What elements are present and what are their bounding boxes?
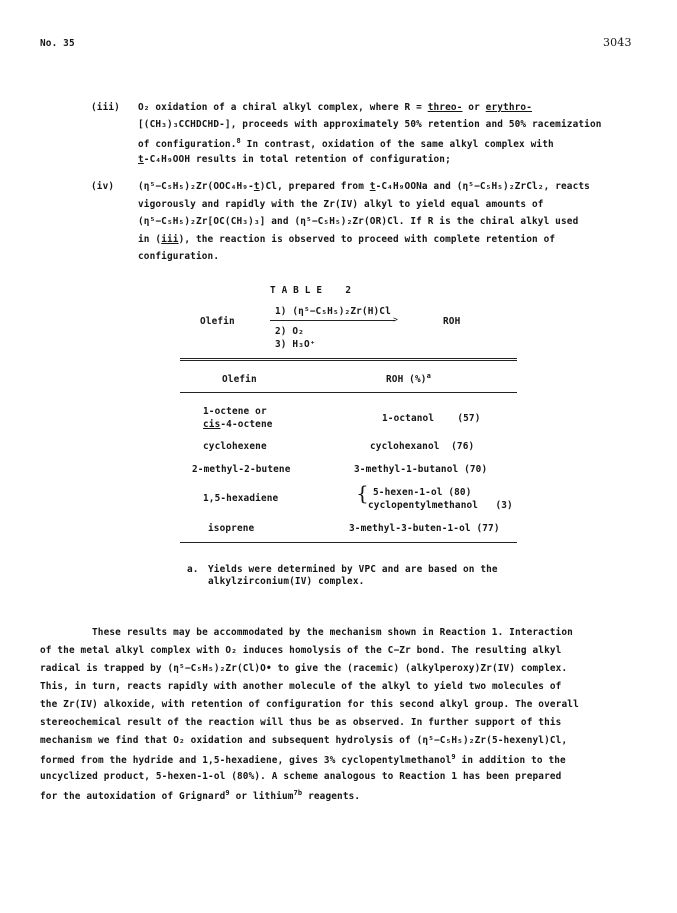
roh-cell: 3-methyl-1-butanol (70) (354, 464, 488, 475)
item-iii-line-1: O₂ oxidation of a chiral alkyl complex, where R = threo- or erythro- (138, 102, 533, 113)
table-title: T A B L E 2 (270, 285, 352, 296)
olefin-cell: isoprene (208, 523, 255, 534)
paragraph-line: radical is trapped by (η⁵−C₅H₅)₂Zr(Cl)O• to give the (racemic) (alkylperoxy)Zr(IV) complex. (40, 663, 568, 674)
item-iii-line-3: of configuration.$^8$ In contrast, oxidation of the same alkyl complex with (138, 137, 554, 151)
item-iii-marker: (iii) (91, 102, 120, 113)
footnote-marker: a. (187, 564, 199, 575)
table-rule-mid (180, 392, 517, 393)
item-iv-line-5: configuration. (138, 251, 220, 262)
table-rule-bottom (180, 542, 517, 543)
reaction-arrow-head: > (393, 315, 398, 324)
paragraph-line: stereochemical result of the reaction will thus be as observed. In further support of this (40, 717, 562, 728)
olefin-cell: 1-octene or (203, 406, 267, 417)
paragraph-line: This, in turn, reacts rapidly with another molecule of the alkyl to yield two molecules of (40, 681, 562, 692)
roh-cell: 5-hexen-1-ol (80) (373, 487, 472, 498)
footnote-line-2: alkylzirconium(IV) complex. (208, 576, 365, 587)
column-header-roh: ROH (%)$^a$ (386, 372, 431, 386)
page-number: 3043 (603, 36, 632, 49)
footnote-line-1: Yields were determined by VPC and are based on the (208, 564, 498, 575)
item-iii-line-2: [(CH₃)₃CCHDCHD-], proceeds with approximately 50% retention and 50% racemization (138, 119, 602, 130)
paragraph-line: for the autoxidation of Grignard$^9$ or lithium$^{7b}$ reagents. (40, 789, 361, 803)
scheme-step-1: 1) (η⁵−C₅H₅)₂Zr(H)Cl (275, 306, 391, 317)
olefin-cell: cyclohexene (203, 441, 267, 452)
roh-cell: 1-octanol (57) (382, 413, 481, 424)
paragraph-line: formed from the hydride and 1,5-hexadiene, gives 3% cyclopentylmethanol$^9$ in addition to the (40, 753, 566, 767)
item-iv-marker: (iv) (91, 181, 115, 192)
table-rule-top-2 (180, 360, 517, 361)
column-header-olefin: Olefin (222, 374, 257, 385)
paragraph-line: of the metal alkyl complex with O₂ induces homolysis of the C−Zr bond. The resulting alkyl (40, 645, 562, 656)
olefin-cell: cis-4-octene (203, 419, 273, 430)
paragraph-line: the Zr(IV) alkoxide, with retention of configuration for this second alkyl group. The overall (40, 699, 579, 710)
paragraph-line: uncyclized product, 5-hexen-1-ol (80%). A scheme analogous to Reaction 1 has been prepared (40, 771, 562, 782)
brace: { (356, 481, 369, 505)
table-rule-top (180, 358, 517, 359)
scheme-step-2: 2) O₂ (275, 326, 304, 337)
roh-cell: 3-methyl-3-buten-1-ol (77) (349, 523, 500, 534)
journal-issue: No. 35 (40, 38, 75, 49)
item-iv-line-4: in (iii), the reaction is observed to proceed with complete retention of (138, 234, 556, 245)
item-iii-line-4: t-C₄H₉OOH results in total retention of configuration; (138, 154, 451, 165)
item-iv-line-2: vigorously and rapidly with the Zr(IV) alkyl to yield equal amounts of (138, 199, 544, 210)
item-iv-line-1: (η⁵−C₅H₅)₂Zr(OOC₄H₉-t)Cl, prepared from t-C₄H₉OONa and (η⁵−C₅H₅)₂ZrCl₂, reacts (138, 181, 590, 192)
roh-cell: cyclopentylmethanol (3) (368, 500, 513, 511)
scheme-step-3: 3) H₃O⁺ (275, 339, 316, 350)
reaction-arrow-shaft (270, 320, 395, 321)
paragraph-line: mechanism we find that O₂ oxidation and subsequent hydrolysis of (η⁵−C₅H₅)₂Zr(5-hexenyl)Cl, (40, 735, 568, 746)
scheme-reactant: Olefin (200, 316, 235, 327)
roh-cell: cyclohexanol (76) (370, 441, 475, 452)
olefin-cell: 1,5-hexadiene (203, 493, 279, 504)
paragraph-line: These results may be accommodated by the mechanism shown in Reaction 1. Interaction (92, 627, 573, 638)
olefin-cell: 2-methyl-2-butene (192, 464, 291, 475)
item-iv-line-3: (η⁵−C₅H₅)₂Zr[OC(CH₃)₃] and (η⁵−C₅H₅)₂Zr(OR)Cl. If R is the chiral alkyl used (138, 216, 579, 227)
scheme-product: ROH (443, 316, 461, 327)
